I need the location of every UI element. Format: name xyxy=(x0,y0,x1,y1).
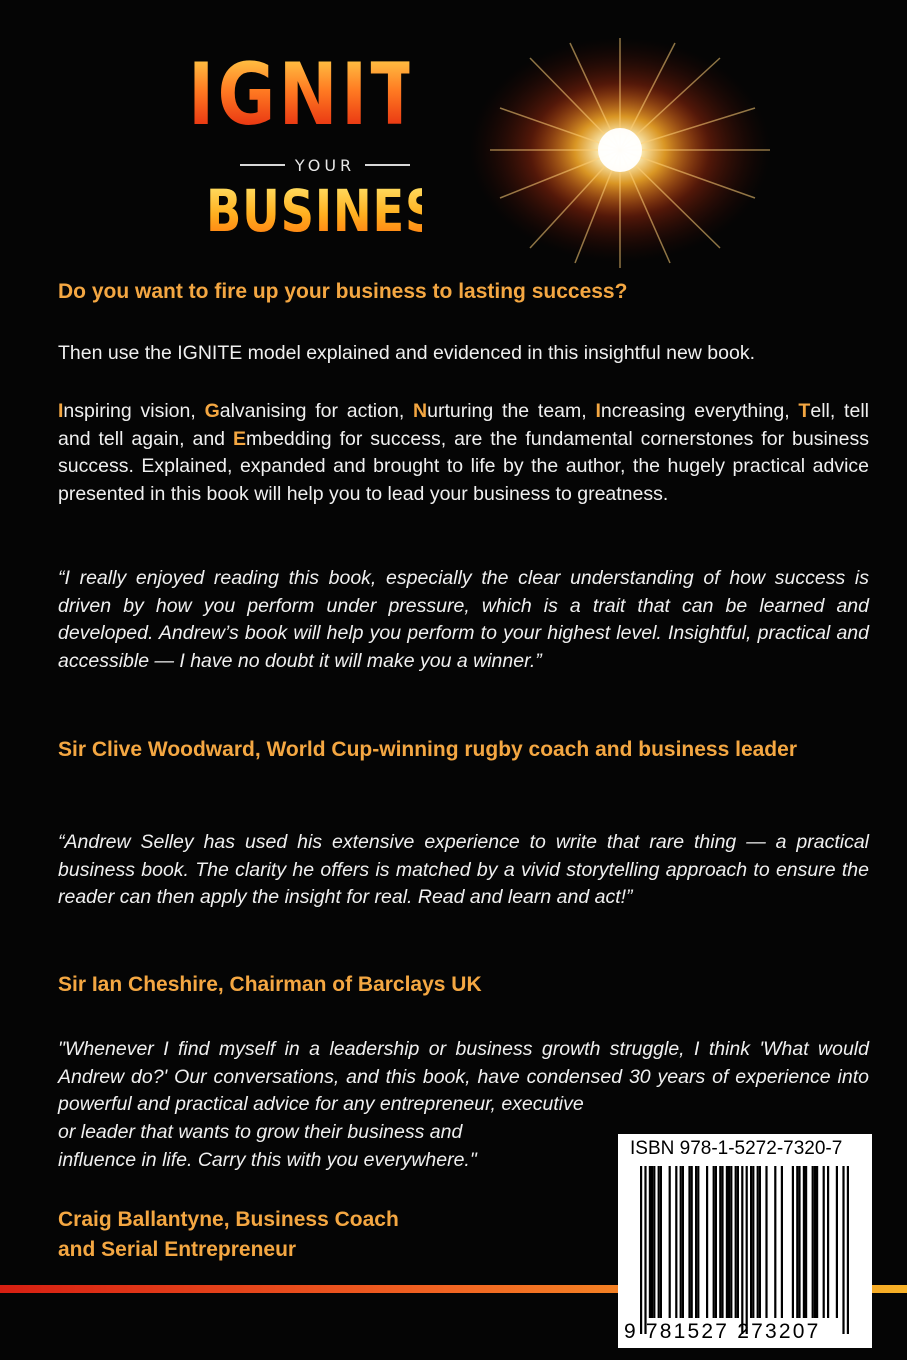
barcode-bar xyxy=(741,1166,743,1334)
barcode-bar xyxy=(781,1166,783,1318)
isbn-digits: 9 781527 273207 xyxy=(624,1320,821,1343)
barcode-bar xyxy=(812,1166,814,1318)
barcode-bar xyxy=(842,1166,844,1334)
testimonial-quote-line: or leader that wants to grow their business and xyxy=(58,1121,463,1143)
testimonial-attribution: Sir Ian Cheshire, Chairman of Barclays UK xyxy=(58,973,482,996)
barcode-bar xyxy=(827,1166,829,1318)
barcode-bar xyxy=(816,1166,818,1318)
barcode-bar xyxy=(728,1166,730,1318)
cap-g: G xyxy=(204,400,220,422)
testimonial-attribution: Sir Clive Woodward, World Cup-winning rugby coach and business leader xyxy=(58,738,797,761)
testimonial-attribution: and Serial Entrepreneur xyxy=(58,1238,297,1261)
barcode-bar xyxy=(759,1166,761,1318)
barcode-bar xyxy=(836,1166,838,1318)
barcode-bar xyxy=(814,1166,816,1318)
barcode-bar xyxy=(757,1166,759,1318)
cap-e: E xyxy=(232,427,246,450)
barcode-bar xyxy=(715,1166,717,1318)
testimonial-attribution: Craig Ballantyne, Business Coach xyxy=(58,1208,399,1231)
intro-paragraph: Then use the IGNITE model explained and evidenced in this insightful new book. xyxy=(58,342,756,364)
title-business: BUSINESS xyxy=(206,177,472,245)
title-your-row xyxy=(240,155,410,175)
isbn-barcode xyxy=(618,1134,872,1348)
barcode-bar xyxy=(796,1166,798,1318)
barcode-bar xyxy=(651,1166,653,1318)
starburst-icon xyxy=(470,38,780,268)
barcode-icon xyxy=(618,1134,872,1348)
barcode-bar xyxy=(752,1166,754,1318)
barcode-bar xyxy=(746,1166,748,1334)
barcode-bar xyxy=(735,1166,737,1318)
barcode-bar xyxy=(691,1166,693,1318)
testimonial-quote: "Whenever I find myself in a leadership or business growth struggle, I think 'What would Andrew do?' Our conversations, and this book, have condensed 30 years of experience into powerful and practical advice for any entrepreneur, executive xyxy=(58,1038,869,1115)
barcode-bar xyxy=(721,1166,723,1318)
title-your: YOUR xyxy=(294,155,356,175)
barcode-bar xyxy=(649,1166,651,1318)
headline: Do you want to fire up your business to lasting success? xyxy=(58,280,628,303)
barcode-bar xyxy=(847,1166,849,1334)
barcode-bar xyxy=(706,1166,708,1318)
title-rule-right xyxy=(365,164,410,166)
barcode-bar xyxy=(675,1166,677,1318)
isbn-label: ISBN 978-1-5272-7320-7 xyxy=(630,1138,843,1159)
barcode-bar xyxy=(682,1166,684,1318)
barcode-bar xyxy=(688,1166,690,1318)
barcode-bar xyxy=(713,1166,715,1318)
barcode-bar xyxy=(653,1166,655,1318)
barcode-bar xyxy=(644,1166,646,1334)
barcode-bar xyxy=(823,1166,825,1318)
barcode-bar xyxy=(719,1166,721,1318)
barcode-bar xyxy=(640,1166,642,1334)
barcode-bar xyxy=(765,1166,767,1318)
barcode-bar xyxy=(803,1166,805,1318)
barcode-bar xyxy=(737,1166,739,1318)
barcode-bar xyxy=(730,1166,732,1318)
barcode-bar xyxy=(680,1166,682,1318)
barcode-bar xyxy=(805,1166,807,1318)
barcode-bar xyxy=(726,1166,728,1318)
cap-t: T xyxy=(798,400,811,422)
barcode-bar xyxy=(658,1166,660,1318)
barcode-bar xyxy=(750,1166,752,1318)
title-ignite: IGNITE xyxy=(188,45,474,145)
barcode-bar xyxy=(695,1166,697,1318)
cap-i2: I xyxy=(595,400,601,422)
ignite-model-paragraph: Inspiring vision, Galvanising for action, Nurturing the team, Increasing everything, Tell, tell and tell again, and Embedding for success, are the fundamental cornerstones for business success. Explained, expanded and brought to life by the author, the hugely practical advice presented in this book will help you to lead your business to greatness. xyxy=(58,400,869,505)
barcode-bar xyxy=(774,1166,776,1318)
barcode-bar xyxy=(660,1166,662,1318)
testimonial-quote-line: influence in life. Carry this with you everywhere." xyxy=(58,1149,477,1171)
cap-n: N xyxy=(413,400,428,422)
testimonial-quote: “Andrew Selley has used his extensive experience to write that rare thing — a practical business book. The clarity he offers is matched by a vivid storytelling approach to ensure the reader can then apply the insight for real. Read and learn and act!” xyxy=(58,831,869,908)
title-rule-left xyxy=(240,164,285,166)
testimonial-quote: “I really enjoyed reading this book, especially the clear understanding of how success is driven by how you perform under pressure, which is a trait that can be learned and developed. Andrew’s book will help you perform to your highest level. Insightful, practical and accessible — I have no doubt it will make you a winner.” xyxy=(58,567,869,672)
barcode-bar xyxy=(669,1166,671,1318)
barcode-bar xyxy=(798,1166,800,1318)
barcode-bar xyxy=(792,1166,794,1318)
cap-i: I xyxy=(58,400,64,422)
barcode-bar xyxy=(697,1166,699,1318)
